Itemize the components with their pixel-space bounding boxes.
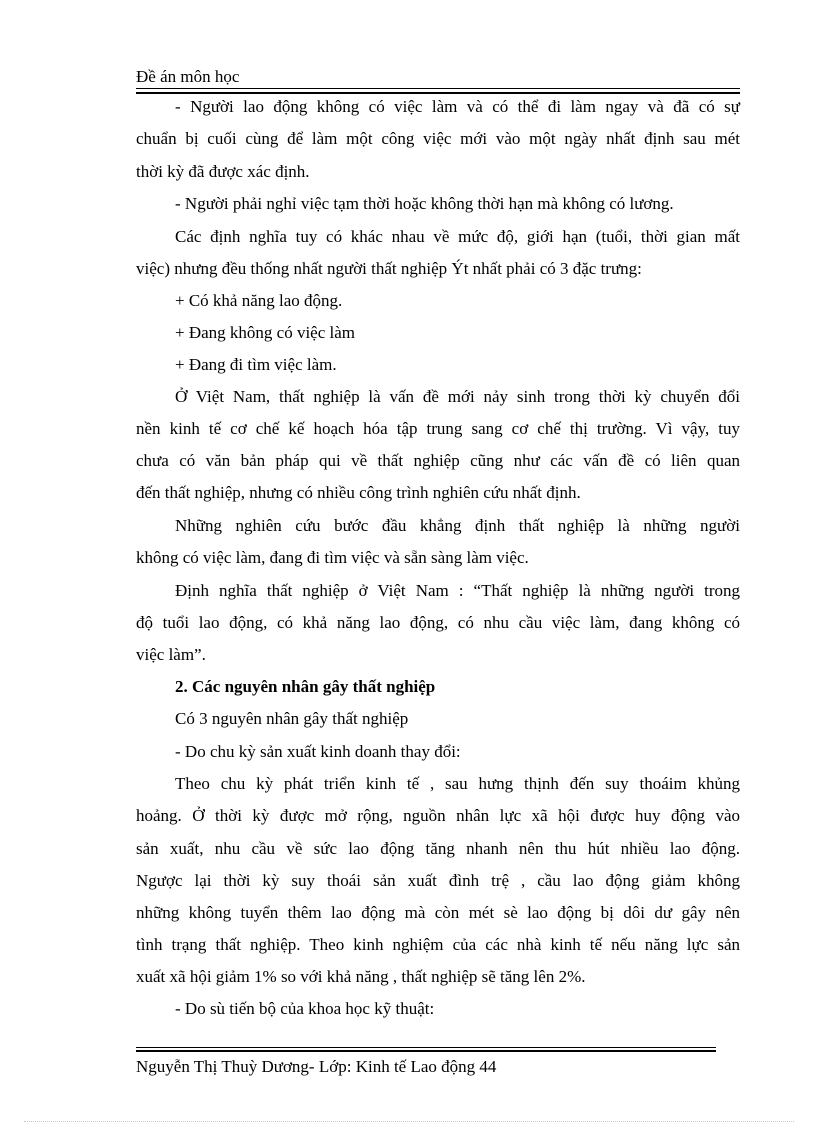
text-line: Ngược lại thời kỳ suy thoái sản xuất đình trệ , cầu lao động giảm không [136,871,740,890]
text-line: đến thất nghiệp, nhưng có nhiều công trình nghiên cứu nhất định. [136,483,581,502]
page-edge-divider [24,1121,794,1122]
text-line: không có việc làm, đang đi tìm việc và sẵn sàng làm việc. [136,548,529,567]
header-rule [136,88,740,89]
text-line: việc) nhưng đều thống nhất người thất nghiệp Ýt nhất phải có 3 đặc trưng: [136,259,642,278]
text-line: chuẩn bị cuối cùng để làm một công việc mới vào một ngày nhất định sau mét [136,129,740,148]
footer-rule [136,1047,716,1048]
list-item: + Đang không có việc làm [175,323,356,342]
text-line: sản xuất, nhu cầu về sức lao động tăng nhanh nên thu hút nhiều lao động. [136,839,740,858]
page-footer-text: Nguyễn Thị Thuỳ Dương- Lớp: Kinh tế Lao động 44 [136,1057,497,1076]
text-line: Các định nghĩa tuy có khác nhau về mức độ, giới hạn (tuổi, thời gian mất [175,227,740,246]
header-rule-thick [136,92,740,94]
text-line: hoảng. Ở thời kỳ được mở rộng, nguồn nhân lực xã hội được huy động vào [136,806,740,825]
text-line: - Người phải nghỉ việc tạm thời hoặc không thời hạn mà không có lương. [175,194,674,213]
text-line: - Do chu kỳ sản xuất kinh doanh thay đổi: [175,742,461,761]
text-line: độ tuổi lao động, có khả năng lao động, có nhu cầu việc làm, đang không có [136,613,740,632]
text-line: - Do sù tiến bộ của khoa học kỹ thuật: [175,999,435,1018]
text-line: nền kinh tế cơ chế kế hoạch hóa tập trung sang cơ chế thị trường. Vì vậy, tuy [136,419,740,438]
list-item: + Có khả năng lao động. [175,291,343,310]
text-line: Những nghiên cứu bước đầu khẳng định thất nghiệp là những người [175,516,740,535]
text-line: xuất xã hội giảm 1% so với khả năng , thất nghiệp sẽ tăng lên 2%. [136,967,586,986]
text-line: việc làm”. [136,645,206,664]
page-header-title: Đề án môn học [136,67,240,86]
text-line: - Người lao động không có việc làm và có thể đi làm ngay và đã có sự [175,97,740,116]
text-line: thời kỳ đã được xác định. [136,162,310,181]
footer-rule-thick [136,1050,716,1052]
list-item: + Đang đi tìm việc làm. [175,355,337,374]
text-line: Theo chu kỳ phát triển kinh tế , sau hưng thịnh đến suy thoáim khủng [175,774,740,793]
section-heading: 2. Các nguyên nhân gây thất nghiệp [175,677,436,696]
text-line: Định nghĩa thất nghiệp ở Việt Nam : “Thất nghiệp là những người trong [175,581,740,600]
text-line: Ở Việt Nam, thất nghiệp là vấn đề mới nảy sinh trong thời kỳ chuyển đổi [175,387,740,406]
text-line: chưa có văn bản pháp qui về thất nghiệp cũng như các vấn đề có liên quan [136,451,740,470]
text-line: tình trạng thất nghiệp. Theo kinh nghiệm của các nhà kinh tế nếu năng lực sản [136,935,740,954]
text-line: Có 3 nguyên nhân gây thất nghiệp [175,709,409,728]
text-line: những không tuyển thêm lao động mà còn mét sè lao động bị dôi dư gây nên [136,903,740,922]
